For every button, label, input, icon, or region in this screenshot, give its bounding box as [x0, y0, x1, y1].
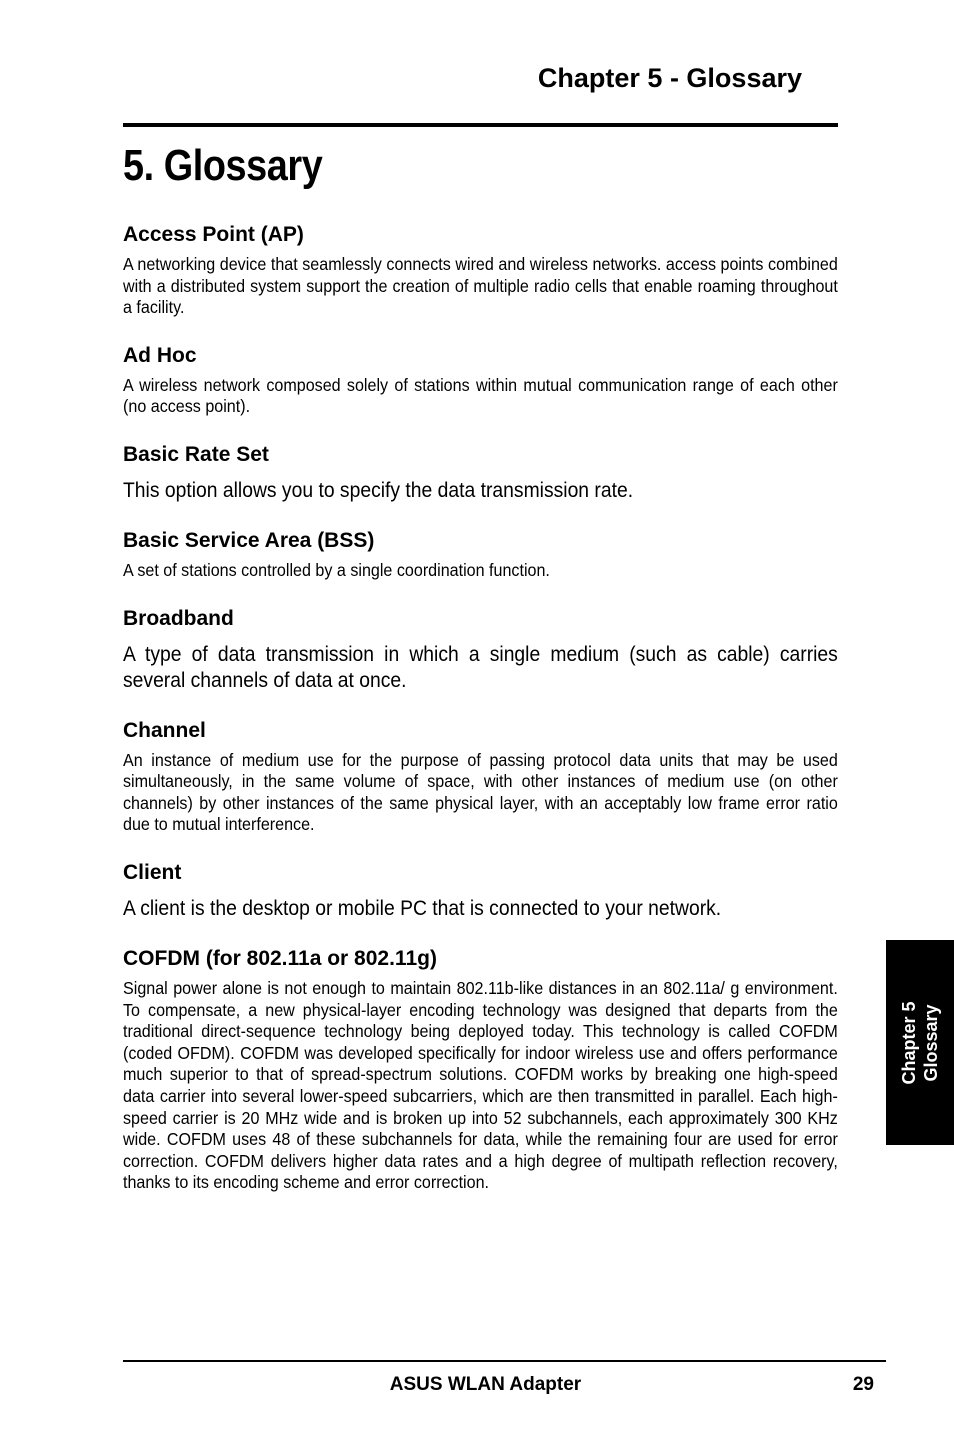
glossary-entry-bss [123, 526, 838, 582]
glossary-term: Ad Hoc [123, 343, 197, 367]
glossary-entry-access-point [123, 220, 838, 319]
chapter-side-tab [886, 940, 954, 1145]
side-tab-label [898, 1001, 942, 1084]
glossary-definition: A set of stations controlled by a single coordination function. [123, 559, 550, 580]
glossary-entry-ad-hoc [123, 341, 838, 418]
glossary-term: Basic Service Area (BSS) [123, 528, 375, 552]
page-title: 5. Glossary [123, 141, 323, 190]
glossary-definition: A networking device that seamlessly connects wired and wireless networks. access points combined with a distributed system support the creation of multiple radio cells that enable roaming throughout a facility. [123, 254, 838, 318]
header-divider [123, 123, 838, 127]
glossary-term: Access Point (AP) [123, 223, 304, 246]
glossary-definition: A type of data transmission in which a single medium (such as cable) carries several channels of data at once. [123, 642, 838, 692]
glossary-list [123, 220, 838, 1216]
glossary-definition: This option allows you to specify the data transmission rate. [123, 478, 634, 502]
glossary-term: COFDM (for 802.11a or 802.11g) [123, 946, 437, 970]
glossary-definition: A wireless network composed solely of stations within mutual communication range of each other (no access point). [123, 374, 838, 417]
chapter-header: Chapter 5 - Glossary [537, 63, 802, 93]
footer-title: ASUS WLAN Adapter [389, 1374, 582, 1395]
glossary-term: Basic Rate Set [123, 442, 269, 466]
glossary-entry-cofdm [123, 944, 838, 1194]
glossary-term: Broadband [123, 606, 234, 630]
footer-divider [123, 1360, 886, 1362]
glossary-entry-channel [123, 716, 838, 836]
glossary-definition: An instance of medium use for the purpose of passing protocol data units that may be used simultaneously, in the same volume of space, with other instances of medium use (on other channels) by other instances of the same physical layer, with an acceptably low frame error ratio due to mutual interference. [123, 749, 838, 835]
glossary-entry-client [123, 858, 838, 922]
glossary-term: Channel [123, 718, 206, 742]
glossary-entry-broadband [123, 604, 838, 694]
glossary-entry-basic-rate-set [123, 440, 838, 504]
side-tab-section: Glossary [921, 1003, 941, 1082]
side-tab-chapter: Chapter 5 [899, 1000, 919, 1085]
glossary-definition: A client is the desktop or mobile PC that is connected to your network. [123, 896, 722, 920]
glossary-definition: Signal power alone is not enough to maintain 802.11b-like distances in an 802.11a/ g environment. To compensate, a new physical-layer encoding technology was designed that departs from the traditional direct-sequence technology being deployed today. This technology is called COFDM (coded OFDM). COFDM was developed specifically for indoor wireless use and offers performance much superior to that of spread-spectrum solutions. COFDM works by breaking one high-speed data carrier into several lower-speed subcarriers, which are then transmitted in parallel. Each high-speed carrier is 20 MHz wide and is broken up into 52 subchannels, each approximately 300 KHz wide. COFDM uses 48 of these subchannels for data, while the remaining four are used for error correction. COFDM delivers higher data rates and a high degree of multipath reflection recovery, thanks to its encoding scheme and error correction. [123, 977, 838, 1193]
page-number: 29 [852, 1374, 874, 1395]
glossary-term: Client [123, 860, 182, 884]
